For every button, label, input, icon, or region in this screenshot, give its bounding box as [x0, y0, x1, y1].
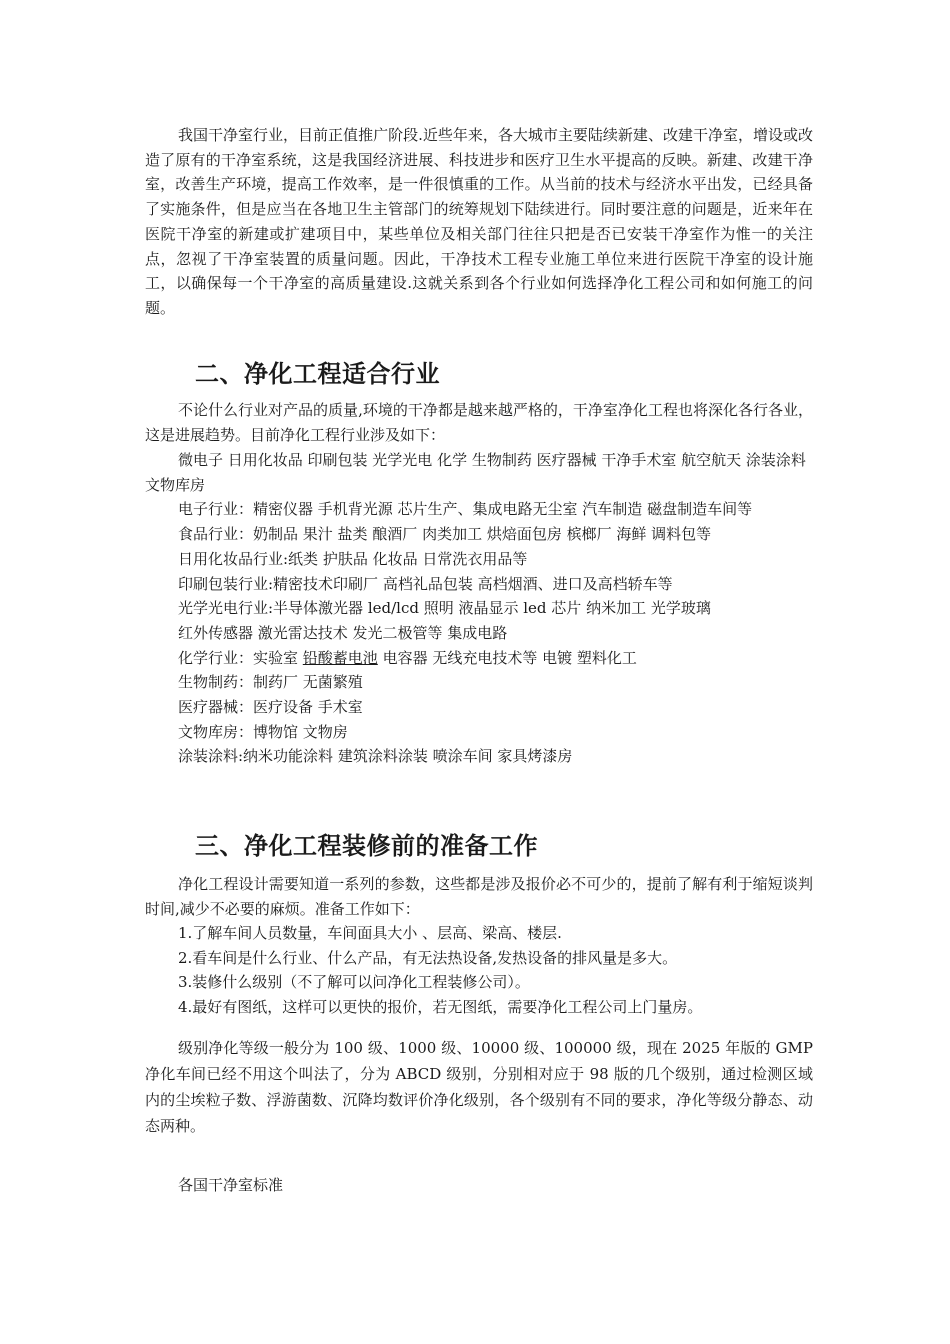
- industries-intro-paragraph: 不论什么行业对产品的质量,环境的干净都是越来越严格的，干净室净化工程也将深化各行各业，这是进展趋势。目前净化工程行业涉及如下：: [145, 401, 813, 444]
- standards-caption: 各国干净室标准: [178, 1176, 284, 1194]
- list-item: 电子行业：精密仪器 手机背光源 芯片生产、集成电路无尘室 汽车制造 磁盘制造车间等: [178, 500, 753, 519]
- chem-suffix: 电容器 无线充电技术等 电镀 塑料化工: [377, 648, 637, 667]
- intro-paragraph: 我国干净室行业，目前正值推广阶段.近些年来，各大城市主要陆续新建、改建干净室，增设或改造了原有的干净室系统，这是我国经济进展、科技进步和医疗卫生水平提高的反映。新建、改建干净室，改善生产环境，提高工作效率，是一件很慎重的工作。从当前的技术与经济水平出发，已经具备了实施条件，但是应当在各地卫生主管部门的统筹规划下陆续进行。同时要注意的问题是，近来年在医院干净室的新建或扩建项目中，某些单位及相关部门往往只把是否已安装干净室作为惟一的关注点，忽视了干净室装置的质量问题。因此，干净技术工程专业施工单位来进行医院干净室的设计施工，以确保每一个干净室的高质量建设.这就关系到各个行业如何选择净化工程公司和如何施工的问题。: [145, 126, 813, 317]
- list-item: 涂装涂料:纳米功能涂料 建筑涂料涂装 喷涂车间 家具烤漆房: [178, 747, 573, 766]
- list-item: 文物库房：博物馆 文物房: [178, 722, 348, 741]
- list-item: 医疗器械：医疗设备 手术室: [178, 698, 363, 717]
- list-item: 日用化妆品行业:纸类 护肤品 化妆品 日常洗衣用品等: [178, 549, 528, 568]
- list-item: 微电子 日用化妆品 印刷包装 光学光电 化学 生物制药 医疗器械 干净手术室 航空航天 涂装涂料 文物库房: [145, 451, 806, 494]
- list-item-chemistry: [145, 646, 813, 671]
- chem-prefix: 化学行业：实验室: [178, 648, 303, 667]
- lead-acid-battery-link[interactable]: 铅酸蓄电池: [302, 648, 378, 667]
- list-item: 3.装修什么级别（不了解可以问净化工程装修公司）。: [178, 973, 530, 992]
- preparation-intro-paragraph: 净化工程设计需要知道一系列的参数，这些都是涉及报价必不可少的，提前了解有利于缩短谈判时间,减少不必要的麻烦。准备工作如下：: [145, 875, 813, 918]
- preparation-steps-list: [145, 921, 813, 1020]
- list-item: 生物制药：制药厂 无菌繁殖: [178, 673, 363, 692]
- industries-list: [145, 448, 813, 769]
- levels-paragraph: 级别净化等级一般分为 100 级、1000 级、10000 级、100000 级，现在 2025 年版的 GMP 净化车间已经不用这个叫法了，分为 ABCD 级别，分别相对应于 98 版的几个级别，通过检测区域内的尘埃粒子数、浮游菌数、沉降均数评价净化级别，各个级别有不同的要求，净化等级分静态、动态两种。: [145, 1039, 813, 1135]
- list-item: 食品行业：奶制品 果汁 盐类 酿酒厂 肉类加工 烘焙面包房 槟榔厂 海鲜 调料包等: [178, 525, 712, 544]
- section-heading-preparation: 三、净化工程装修前的准备工作: [195, 832, 538, 860]
- list-item: 1.了解车间人员数量，车间面具大小 、层高、梁高、楼层.: [178, 924, 562, 942]
- list-item: 光学光电行业:半导体激光器 led/lcd 照明 液晶显示 led 芯片 纳米加工 光学玻璃: [178, 599, 711, 618]
- list-item: 印刷包装行业:精密技术印刷厂 高档礼品包装 高档烟酒、进口及高档轿车等: [178, 574, 673, 593]
- list-item: 2.看车间是什么行业、什么产品，有无法热设备,发热设备的排风量是多大。: [178, 948, 678, 967]
- list-item: 红外传感器 激光雷达技术 发光二极管等 集成电路: [178, 623, 508, 642]
- section-heading-industries: 二、净化工程适合行业: [195, 360, 440, 388]
- list-item: 4.最好有图纸，这样可以更快的报价，若无图纸，需要净化工程公司上门量房。: [178, 998, 703, 1017]
